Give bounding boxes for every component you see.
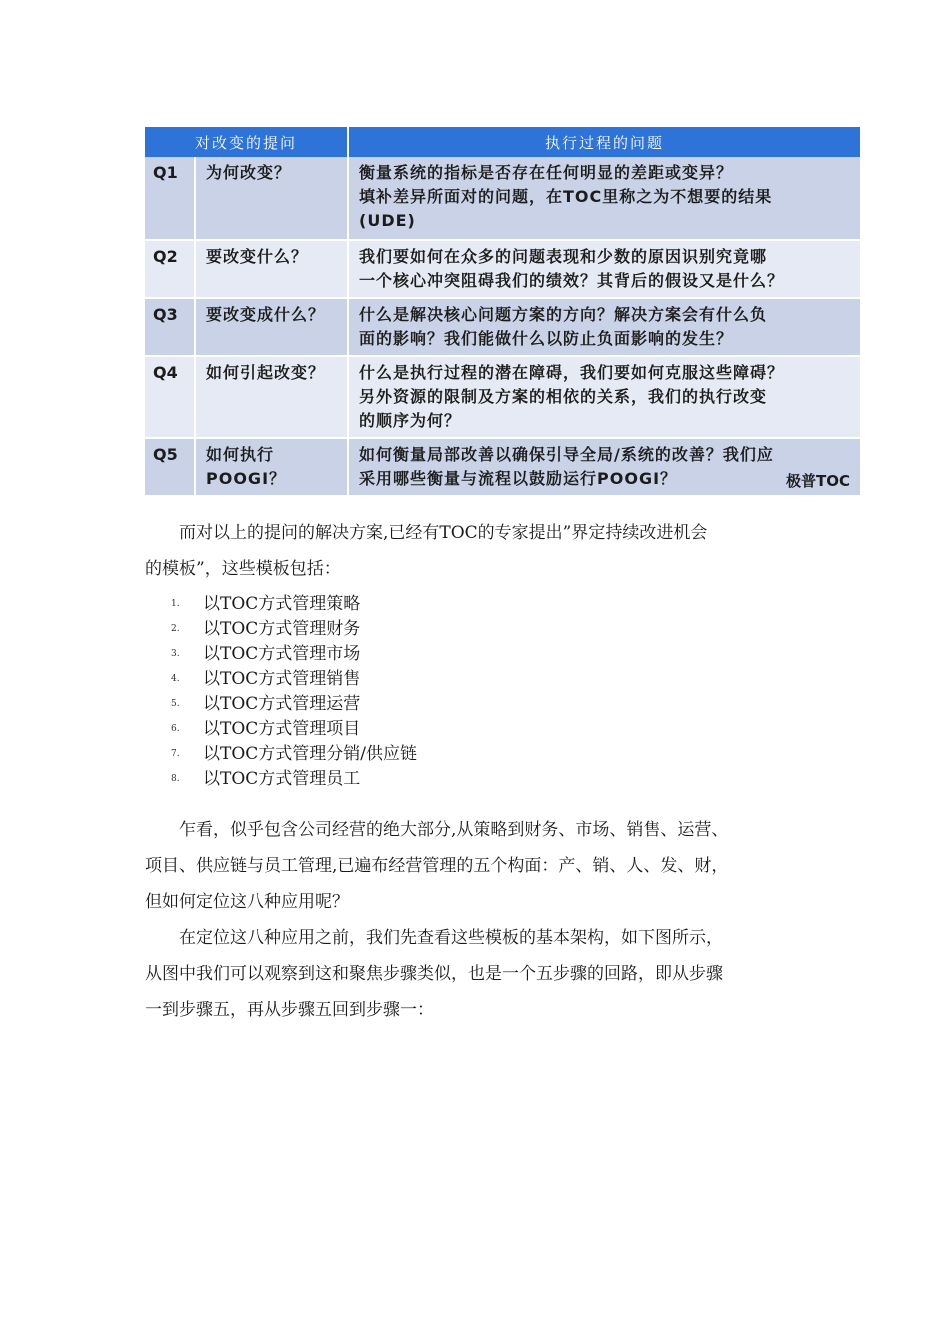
table-row: [145, 356, 860, 438]
paragraph-line: 乍看，似乎包含公司经营的绝大部分,从策略到财务、市场、销售、运营、: [179, 820, 729, 840]
list-item: [145, 767, 417, 792]
list-text: 以TOC方式管理分销/供应链: [203, 744, 418, 764]
paragraph-line: 项目、供应链与员工管理,已遍布经营管理的五个构面：产、销、人、发、财，: [145, 856, 729, 876]
list-text: 以TOC方式管理财务: [203, 619, 361, 639]
paragraph-line: 的模板”，这些模板包括：: [145, 559, 341, 579]
answer-line: 的顺序为何？: [359, 411, 462, 430]
answer-text: [348, 438, 860, 496]
answer-text: [348, 240, 860, 298]
answer-text: [348, 298, 860, 356]
list-text: 以TOC方式管理市场: [203, 644, 361, 664]
answer-line: 另外资源的限制及方案的相依的关系，我们的执行改变: [359, 387, 768, 406]
paragraph-line: 但如何定位这八种应用呢？: [145, 892, 349, 912]
paragraph-line: 在定位这八种应用之前，我们先查看这些模板的基本架构，如下图所示，: [179, 928, 723, 948]
list-text: 以TOC方式管理员工: [203, 769, 361, 789]
list-item: [145, 717, 417, 742]
answer-text: [348, 157, 860, 240]
table-row: [145, 240, 860, 298]
header-execution-questions: 执行过程的问题: [348, 127, 860, 157]
question-number: Q4: [145, 356, 195, 438]
question-number: Q3: [145, 298, 195, 356]
answer-line: 衡量系统的指标是否存在任何明显的差距或变异？: [359, 163, 734, 182]
paragraph-line: 一到步骤五，再从步骤五回到步骤一：: [145, 1000, 434, 1020]
toc-question-table: [145, 127, 860, 497]
list-text: 以TOC方式管理销售: [203, 669, 361, 689]
brand-watermark: 极普TOC: [786, 472, 850, 490]
list-number: 3.: [171, 649, 180, 659]
list-item: [145, 592, 417, 617]
question-number: Q5: [145, 438, 195, 496]
answer-line: 如何衡量局部改善以确保引导全局/系统的改善？我们应: [359, 445, 774, 464]
list-text: 以TOC方式管理运营: [203, 694, 361, 714]
list-item: [145, 617, 417, 642]
question-text: [195, 438, 348, 496]
answer-line: 什么是解决核心问题方案的方向？解决方案会有什么负: [359, 305, 768, 324]
question-text: 要改变成什么？: [195, 298, 348, 356]
paragraph-overview: [145, 812, 815, 920]
list-number: 8.: [171, 774, 180, 784]
answer-text: [348, 356, 860, 438]
list-item: [145, 742, 417, 767]
template-list: [145, 592, 417, 792]
list-item: [145, 667, 417, 692]
table-row: [145, 438, 860, 496]
question-text: 如何引起改变？: [195, 356, 348, 438]
list-number: 7.: [171, 749, 180, 759]
list-number: 6.: [171, 724, 180, 734]
paragraph-line: 从图中我们可以观察到这和聚焦步骤类似，也是一个五步骤的回路，即从步骤: [145, 964, 723, 984]
paragraph-architecture: [145, 920, 815, 1028]
table-row: [145, 298, 860, 356]
list-text: 以TOC方式管理策略: [203, 594, 361, 614]
list-item: [145, 642, 417, 667]
paragraph-line: 而对以上的提问的解决方案,已经有TOC的专家提出”界定持续改进机会: [179, 523, 708, 543]
list-number: 5.: [171, 699, 180, 709]
question-number: Q2: [145, 240, 195, 298]
answer-line: 采用哪些衡量与流程以鼓励运行POOGI？: [359, 469, 678, 488]
list-number: 4.: [171, 674, 180, 684]
answer-line: 面的影响？我们能做什么以防止负面影响的发生？: [359, 329, 734, 348]
header-change-questions: 对改变的提问: [145, 127, 348, 157]
list-number: 1.: [171, 599, 180, 609]
list-text: 以TOC方式管理项目: [203, 719, 361, 739]
list-number: 2.: [171, 624, 180, 634]
question-line: POOGI？: [206, 469, 287, 488]
answer-line: 什么是执行过程的潜在障碍，我们要如何克服这些障碍？: [359, 363, 785, 382]
list-item: [145, 692, 417, 717]
question-text: 要改变什么？: [195, 240, 348, 298]
table-row: [145, 157, 860, 240]
answer-line: 我们要如何在众多的问题表现和少数的原因识别究竟哪: [359, 247, 768, 266]
answer-line: 一个核心冲突阻碍我们的绩效？其背后的假设又是什么？: [359, 271, 785, 290]
answer-line: (UDE): [359, 211, 416, 230]
question-number: Q1: [145, 157, 195, 240]
question-text: 为何改变？: [195, 157, 348, 240]
answer-line: 填补差异所面对的问题，在TOC里称之为不想要的结果: [359, 187, 773, 206]
question-line: 如何执行: [206, 445, 275, 464]
paragraph-templates-intro: [145, 515, 815, 587]
